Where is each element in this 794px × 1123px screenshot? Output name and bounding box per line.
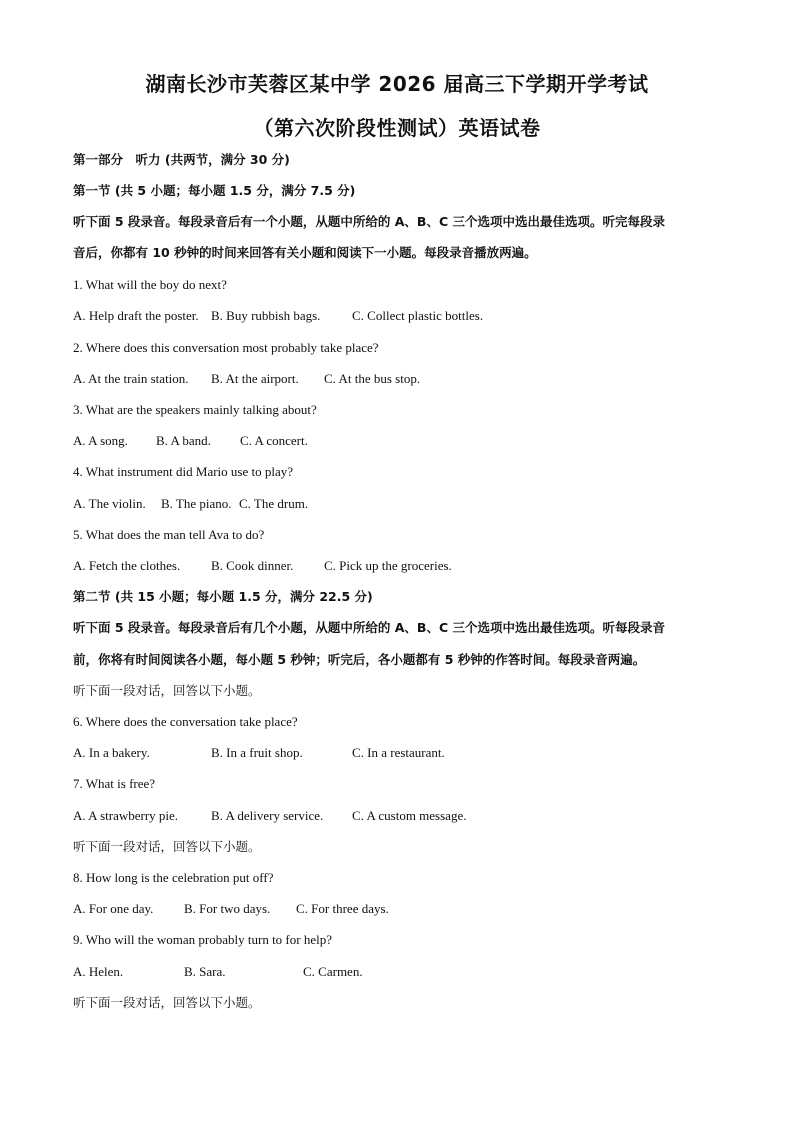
section1-instruction-line1: 听下面 5 段录音。每段录音后有一个小题，从题中所给的 A、B、C 三个选项中选出最佳选项。听完每段录 — [73, 214, 665, 229]
option-b: B. In a fruit shop. — [211, 745, 303, 760]
question-8: 8. How long is the celebration put off? — [73, 870, 274, 885]
option-a: A. A song. — [73, 433, 128, 448]
dialogue-prompt-1: 听下面一段对话，回答以下小题。 — [73, 683, 261, 698]
question-1: 1. What will the boy do next? — [73, 277, 227, 292]
option-c: C. Collect plastic bottles. — [352, 308, 484, 323]
question-4: 4. What instrument did Mario use to play? — [73, 464, 293, 479]
option-c: C. A concert. — [240, 433, 308, 448]
dialogue-prompt-3: 听下面一段对话，回答以下小题。 — [73, 995, 261, 1010]
exam-title-line2: （第六次阶段性测试）英语试卷 — [253, 116, 541, 140]
option-a: A. For one day. — [73, 901, 154, 916]
question-9: 9. Who will the woman probably turn to for help? — [73, 932, 332, 947]
option-a: A. Fetch the clothes. — [73, 558, 181, 573]
option-c: C. The drum. — [239, 496, 309, 511]
option-a: A. A strawberry pie. — [73, 808, 179, 823]
exam-title-line1: 湖南长沙市芙蓉区某中学 2026 届高三下学期开学考试 — [145, 72, 649, 96]
question-6: 6. Where does the conversation take place? — [73, 714, 298, 729]
option-c: C. For three days. — [296, 901, 389, 916]
section2-instruction-line1: 听下面 5 段录音。每段录音后有几个小题，从题中所给的 A、B、C 三个选项中选出最佳选项。听每段录音 — [73, 620, 665, 635]
option-b: B. At the airport. — [211, 371, 299, 386]
option-b: B. The piano. — [161, 496, 232, 511]
option-c: C. Carmen. — [303, 964, 363, 979]
part1-heading: 第一部分 听力 (共两节，满分 30 分) — [73, 152, 290, 167]
option-b: B. For two days. — [184, 901, 271, 916]
option-b: B. Buy rubbish bags. — [211, 308, 321, 323]
option-b: B. Sara. — [184, 964, 226, 979]
option-c: C. Pick up the groceries. — [324, 558, 452, 573]
section2-heading: 第二节 (共 15 小题；每小题 1.5 分，满分 22.5 分) — [73, 589, 373, 604]
question-2: 2. Where does this conversation most probably take place? — [73, 340, 379, 355]
option-b: B. Cook dinner. — [211, 558, 294, 573]
option-b: B. A band. — [156, 433, 211, 448]
question-3: 3. What are the speakers mainly talking about? — [73, 402, 317, 417]
option-b: B. A delivery service. — [211, 808, 324, 823]
question-7: 7. What is free? — [73, 776, 156, 791]
option-a: A. At the train station. — [73, 371, 189, 386]
section1-instruction-line2: 音后，你都有 10 秒钟的时间来回答有关小题和阅读下一小题。每段录音播放两遍。 — [73, 245, 537, 260]
option-c: C. At the bus stop. — [324, 371, 421, 386]
option-c: C. A custom message. — [352, 808, 467, 823]
dialogue-prompt-2: 听下面一段对话，回答以下小题。 — [73, 839, 261, 854]
section1-heading: 第一节 (共 5 小题；每小题 1.5 分，满分 7.5 分) — [73, 183, 356, 198]
option-a: A. Helen. — [73, 964, 124, 979]
option-a: A. Help draft the poster. — [73, 308, 199, 323]
option-a: A. The violin. — [73, 496, 146, 511]
option-c: C. In a restaurant. — [352, 745, 445, 760]
option-a: A. In a bakery. — [73, 745, 150, 760]
section2-instruction-line2: 前，你将有时间阅读各小题，每小题 5 秒钟；听完后，各小题都有 5 秒钟的作答时间。每段录音两遍。 — [73, 652, 646, 667]
question-5: 5. What does the man tell Ava to do? — [73, 527, 265, 542]
